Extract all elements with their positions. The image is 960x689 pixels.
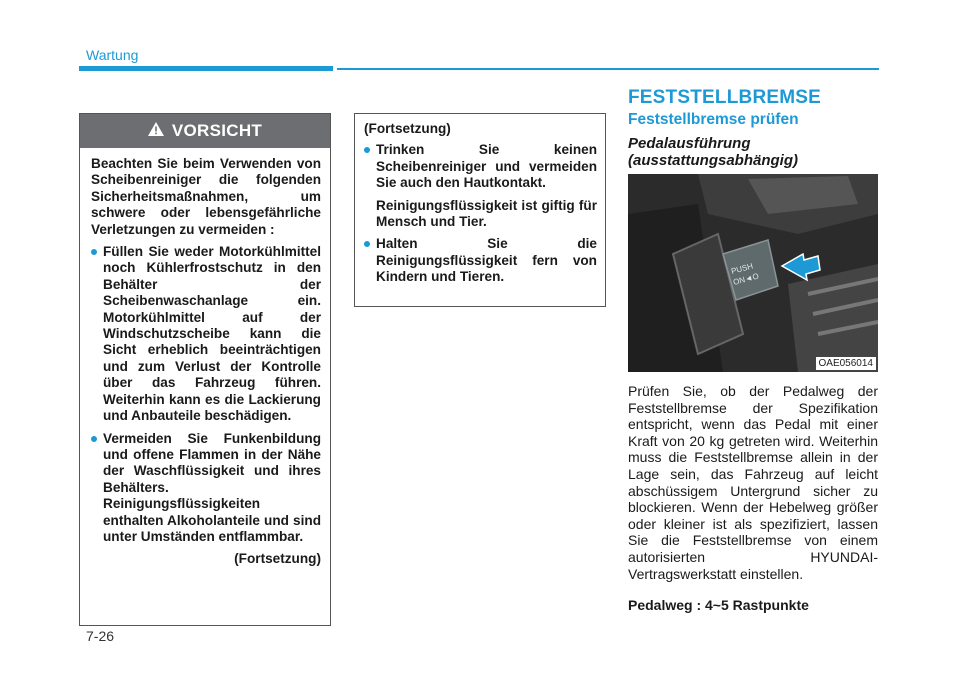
header-rule-thick	[79, 66, 333, 71]
continued-label: (Fortsetzung)	[234, 551, 321, 567]
bullet-icon	[364, 241, 370, 247]
pedal-spec: Pedalweg : 4~5 Rastpunkte	[628, 597, 809, 613]
continuation-item-text: Trinken Sie keinen Scheibenreiniger und vermeiden Sie auch den Hautkontakt.	[376, 142, 597, 191]
body-paragraph: Prüfen Sie, ob der Pedalweg der Feststellbremse der Spezifikation entspricht, wenn das Pedal mit einer Kraft von 20 kg getreten wird. Weiterhin muss die Feststellbremse allein in der Lage sein, das Fahrzeug auf leicht abschüssigem Untergrund sicher zu blockieren. Wenn der Hebelweg größer oder kleiner ist als spezifiziert, lassen Sie die Feststellbremse von einem autorisierten HYUNDAI-Vertragswerkstatt einstellen.	[628, 383, 878, 582]
bullet-icon	[91, 436, 97, 442]
image-code: OAE056014	[816, 357, 877, 370]
caution-header	[80, 114, 330, 148]
header-rule-thin	[337, 68, 879, 70]
sub-heading: Feststellbremse prüfen	[628, 111, 799, 128]
caution-item-text: Füllen Sie weder Motorkühlmittel noch Kühlerfrostschutz in den Behälter der Scheibenwaschanlage ein. Motorkühlmittel auf der Windschutzscheibe kann die Sicht erheblich beeinträchtigen und zum Verlust der Kontrolle über das Fahrzeug führen. Weiterhin kann es die Lackierung und Anbauteile beschädigen.	[103, 244, 321, 424]
caution-item	[91, 244, 321, 424]
bullet-icon	[364, 147, 370, 153]
section-label: Wartung	[86, 47, 139, 63]
continuation-title: (Fortsetzung)	[364, 121, 451, 136]
section-title: FESTSTELLBREMSE	[628, 87, 822, 108]
continuation-item	[364, 142, 597, 191]
pedal-label-push: PUSH	[730, 261, 754, 276]
continuation-subparagraph: Reinigungsflüssigkeit ist giftig für Mensch und Tier.	[376, 197, 597, 230]
warning-triangle-icon	[148, 121, 164, 141]
caution-title: VORSICHT	[171, 121, 263, 140]
bullet-icon	[91, 249, 97, 255]
pedal-label-on: ON◄O	[732, 271, 760, 287]
page-number: 7-26	[86, 628, 115, 644]
continuation-item	[364, 236, 597, 285]
continuation-box	[354, 113, 606, 307]
continuation-item-text: Halten Sie die Reinigungsflüssigkeit fern von Kindern und Tieren.	[376, 236, 597, 285]
caution-box	[79, 113, 331, 626]
caution-intro: Beachten Sie beim Verwenden von Scheibenreiniger die folgenden Sicherheitsmaßnahmen, um schwere oder lebensgefährliche Verletzungen zu vermeiden :	[91, 156, 321, 237]
caution-item-text: Vermeiden Sie Funkenbildung und offene Flammen in der Nähe der Waschflüssigkeit und ihres Behälters. Reinigungsflüssigkeiten enthalten Alkoholanteile und sind unter Umständen entflammbar.	[103, 430, 321, 544]
caution-item	[91, 431, 321, 546]
parking-brake-pedal-photo	[628, 174, 878, 372]
italic-heading: Pedalausführung (ausstattungsabhängig)	[628, 135, 799, 169]
